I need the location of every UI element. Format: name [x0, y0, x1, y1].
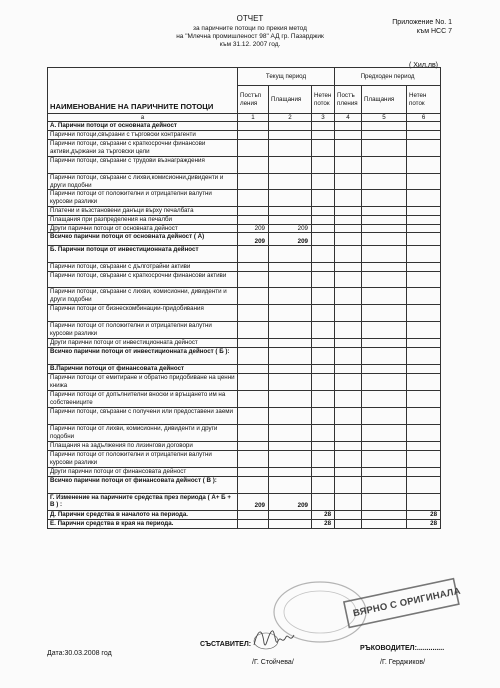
table-row: [48, 288, 441, 305]
cell-receipts-prev: [335, 468, 362, 476]
cell-receipts-prev: [335, 476, 362, 493]
cell-payments-prev: [362, 305, 407, 322]
cell-net-flow: [312, 339, 335, 348]
cell-receipts-prev: [335, 493, 362, 510]
column-header-receipts: Постъп ления: [238, 86, 269, 114]
cell-receipts: [238, 288, 269, 305]
signature-compiler: [248, 623, 298, 653]
cell-payments: [269, 519, 312, 528]
cell-payments: 209: [269, 493, 312, 510]
cell-net-flow-prev: [407, 365, 441, 374]
cell-payments: [269, 305, 312, 322]
cell-net-flow-prev: [407, 207, 441, 216]
cell-payments-prev: [362, 510, 407, 519]
table-row: [48, 322, 441, 339]
table-row: [48, 476, 441, 493]
cell-payments: [269, 207, 312, 216]
cell-receipts-prev: [335, 233, 362, 246]
cell-receipts-prev: [335, 365, 362, 374]
cell-receipts: [238, 442, 269, 451]
cell-receipts: [238, 425, 269, 442]
cell-receipts-prev: [335, 216, 362, 224]
row-label: Платени и възстановени данъци върху печалбата: [48, 207, 238, 216]
cell-receipts-prev: [335, 207, 362, 216]
row-label: Всичко парични потоци от основната дейност ( А): [48, 233, 238, 246]
cell-net-flow: [312, 140, 335, 157]
cell-payments-prev: [362, 207, 407, 216]
row-label: Парични потоци, свързани с получени или предоставени заеми: [48, 408, 238, 425]
cell-payments-prev: [362, 493, 407, 510]
table-row: [48, 408, 441, 425]
cell-net-flow: [312, 263, 335, 272]
row-label: Други парични потоци от инвестиционната дейност: [48, 339, 238, 348]
table-row: [48, 207, 441, 216]
appendix-label: [392, 18, 452, 36]
table-row: [48, 224, 441, 232]
cell-receipts: [238, 348, 269, 365]
cell-net-flow: [312, 468, 335, 476]
cell-payments-prev: [362, 190, 407, 207]
units-label: ( Хил.лв): [408, 62, 438, 69]
cell-net-flow-prev: [407, 263, 441, 272]
column-index: 1: [238, 114, 269, 122]
cell-payments-prev: [362, 131, 407, 140]
row-label: Е. Парични средства в края на периода.: [48, 519, 238, 528]
cell-net-flow-prev: [407, 131, 441, 140]
cell-payments: [269, 408, 312, 425]
cell-payments-prev: [362, 451, 407, 468]
row-label: Парични потоци, свързани с лихви,комисионни,дивиденти и други подобни: [48, 174, 238, 190]
cell-payments: [269, 510, 312, 519]
table-row: [48, 272, 441, 288]
column-index: 2: [269, 114, 312, 122]
column-index: а: [48, 114, 238, 122]
table-row: [48, 365, 441, 374]
cell-receipts-prev: [335, 425, 362, 442]
cell-net-flow-prev: [407, 288, 441, 305]
row-label: Парични потоци, свързани с трудови възнаграждения: [48, 157, 238, 174]
cell-net-flow: [312, 451, 335, 468]
cell-payments-prev: [362, 339, 407, 348]
cell-receipts-prev: [335, 510, 362, 519]
cell-net-flow: [312, 442, 335, 451]
cell-payments-prev: [362, 122, 407, 131]
row-label: Парични потоци, свързани с лихви, комисионни, дивиденти и други подобни: [48, 288, 238, 305]
cell-receipts: [238, 451, 269, 468]
table-row: [48, 140, 441, 157]
cell-receipts: [238, 140, 269, 157]
column-header-name: НАИМЕНОВАНИЕ НА ПАРИЧНИТЕ ПОТОЦИ: [48, 68, 238, 114]
cell-net-flow: [312, 365, 335, 374]
cell-net-flow-prev: [407, 391, 441, 408]
cell-net-flow: [312, 476, 335, 493]
row-label: Парични потоци от допълнителни вноски и връщането им на собствениците: [48, 391, 238, 408]
row-label: Д. Парични средства в началото на периода.: [48, 510, 238, 519]
cell-payments: [269, 174, 312, 190]
cell-payments: [269, 425, 312, 442]
cell-net-flow: [312, 131, 335, 140]
cell-receipts: [238, 157, 269, 174]
cell-net-flow-prev: [407, 374, 441, 391]
cell-receipts: [238, 305, 269, 322]
cell-net-flow: [312, 190, 335, 207]
cell-receipts-prev: [335, 305, 362, 322]
table-row: [48, 233, 441, 246]
row-label: Г. Изменение на паричните средства през периода ( А+ Б + В ) :: [48, 493, 238, 510]
cell-net-flow-prev: [407, 476, 441, 493]
row-label: Плащания на задължения по лизингови договори: [48, 442, 238, 451]
cell-receipts-prev: [335, 322, 362, 339]
table-row: [48, 510, 441, 519]
cell-payments-prev: [362, 468, 407, 476]
cell-receipts-prev: [335, 519, 362, 528]
cell-receipts: [238, 322, 269, 339]
table-row: [48, 374, 441, 391]
cell-payments: [269, 476, 312, 493]
column-header-payments-prev: Плащания: [362, 86, 407, 114]
cell-receipts-prev: [335, 131, 362, 140]
cell-net-flow-prev: [407, 216, 441, 224]
cell-receipts-prev: [335, 408, 362, 425]
table-row: [48, 493, 441, 510]
column-header-payments: Плащания: [269, 86, 312, 114]
table-row: [48, 174, 441, 190]
cell-receipts-prev: [335, 140, 362, 157]
row-label: Парични потоци от лихви, комисионни, дивиденти и други подобни: [48, 425, 238, 442]
cell-receipts: [238, 122, 269, 131]
table-row: [48, 131, 441, 140]
cell-net-flow-prev: [407, 408, 441, 425]
cell-payments: [269, 246, 312, 263]
compiler-label: СЪСТАВИТЕЛ:: [200, 641, 252, 648]
cell-receipts: [238, 131, 269, 140]
cell-payments-prev: [362, 365, 407, 374]
cell-receipts: [238, 263, 269, 272]
cell-payments: [269, 131, 312, 140]
cell-payments-prev: [362, 216, 407, 224]
cell-payments: 209: [269, 233, 312, 246]
cell-net-flow: [312, 425, 335, 442]
column-header-net-flow-prev: Нетен поток: [407, 86, 441, 114]
cell-net-flow-prev: [407, 425, 441, 442]
cell-receipts: [238, 476, 269, 493]
cell-net-flow: [312, 408, 335, 425]
cell-payments: [269, 288, 312, 305]
cell-payments-prev: [362, 233, 407, 246]
cell-net-flow: [312, 305, 335, 322]
cell-net-flow: [312, 224, 335, 232]
cell-payments-prev: [362, 140, 407, 157]
cell-receipts-prev: [335, 174, 362, 190]
cell-payments: 209: [269, 224, 312, 232]
cell-net-flow-prev: [407, 190, 441, 207]
cell-payments: [269, 365, 312, 374]
cell-payments: [269, 391, 312, 408]
column-header-previous-period: Предходен период: [335, 68, 441, 86]
cell-net-flow: [312, 493, 335, 510]
cell-net-flow-prev: [407, 348, 441, 365]
row-label: Парични потоци, свързани с дълготрайни активи: [48, 263, 238, 272]
cell-payments-prev: [362, 348, 407, 365]
cell-receipts: [238, 510, 269, 519]
cash-flow-rows: [48, 122, 441, 528]
cell-net-flow-prev: [407, 224, 441, 232]
cell-receipts: [238, 374, 269, 391]
cell-net-flow: [312, 216, 335, 224]
cell-payments: [269, 190, 312, 207]
cell-net-flow: [312, 348, 335, 365]
manager-name: /Г. Герджиков/: [380, 659, 426, 666]
row-label: А. Парични потоци от основната дейност: [48, 122, 238, 131]
cell-receipts-prev: [335, 246, 362, 263]
cell-receipts-prev: [335, 272, 362, 288]
cell-receipts-prev: [335, 391, 362, 408]
row-label: Парични потоци от положителни и отрицателни валутни курсови разлики: [48, 451, 238, 468]
cell-payments-prev: [362, 246, 407, 263]
cell-payments-prev: [362, 263, 407, 272]
column-index: 4: [335, 114, 362, 122]
cell-receipts: [238, 391, 269, 408]
cell-net-flow-prev: [407, 246, 441, 263]
cell-receipts: [238, 216, 269, 224]
report-subtitle: за паричните потоци по прекия метод: [193, 25, 307, 32]
cell-net-flow-prev: [407, 157, 441, 174]
row-label: Парични потоци от емитиране и обратно придобиване на ценни книжа: [48, 374, 238, 391]
column-header-current-period: Текущ период: [238, 68, 335, 86]
table-row: [48, 305, 441, 322]
cell-net-flow-prev: 28: [407, 510, 441, 519]
cell-net-flow-prev: [407, 233, 441, 246]
cell-receipts-prev: [335, 122, 362, 131]
cell-receipts: [238, 365, 269, 374]
cell-net-flow-prev: [407, 305, 441, 322]
cell-receipts: 209: [238, 493, 269, 510]
row-label: Парични потоци от положителни и отрицателни валутни курсови разлики: [48, 322, 238, 339]
cell-receipts: [238, 468, 269, 476]
row-label: Всичко парични потоци от инвестиционната дейност ( Б ):: [48, 348, 238, 365]
table-row: [48, 442, 441, 451]
cell-net-flow: [312, 391, 335, 408]
table-row: [48, 263, 441, 272]
cell-receipts-prev: [335, 224, 362, 232]
cell-net-flow-prev: [407, 122, 441, 131]
cell-net-flow: [312, 288, 335, 305]
cell-receipts-prev: [335, 374, 362, 391]
column-header-net-flow: Нетен поток: [312, 86, 335, 114]
cell-net-flow: [312, 207, 335, 216]
cell-net-flow: [312, 322, 335, 339]
cell-payments: [269, 468, 312, 476]
cell-receipts: [238, 408, 269, 425]
row-label: Парични потоци от бизнескомбинации-придобивания: [48, 305, 238, 322]
report-title: ОТЧЕТ: [236, 14, 264, 23]
cell-payments: [269, 348, 312, 365]
table-row: [48, 190, 441, 207]
cell-receipts-prev: [335, 451, 362, 468]
cell-receipts-prev: [335, 339, 362, 348]
cell-net-flow-prev: [407, 339, 441, 348]
cell-net-flow: [312, 233, 335, 246]
cell-net-flow-prev: [407, 451, 441, 468]
cell-receipts-prev: [335, 442, 362, 451]
cell-receipts: [238, 190, 269, 207]
cell-payments: [269, 140, 312, 157]
cell-payments: [269, 374, 312, 391]
table-row: [48, 157, 441, 174]
cell-payments: [269, 216, 312, 224]
column-header-receipts-prev: Постъ пления: [335, 86, 362, 114]
cell-payments-prev: [362, 442, 407, 451]
cell-payments: [269, 322, 312, 339]
cell-payments-prev: [362, 374, 407, 391]
row-label: Други парични потоци от финансовата дейност: [48, 468, 238, 476]
cell-receipts-prev: [335, 157, 362, 174]
cell-payments-prev: [362, 224, 407, 232]
table-row: [48, 391, 441, 408]
cell-payments: [269, 272, 312, 288]
manager-label: РЪКОВОДИТЕЛ:..............: [360, 645, 445, 652]
compiler-name: /Г. Стойчева/: [252, 659, 294, 666]
table-row: [48, 468, 441, 476]
cash-flow-table: [47, 67, 441, 529]
cell-payments-prev: [362, 322, 407, 339]
cell-net-flow: [312, 157, 335, 174]
cell-net-flow: [312, 174, 335, 190]
row-label: Парични потоци от положителни и отрицателни валутни курсови разлики: [48, 190, 238, 207]
row-label: В.Парични потоци от финансовата дейност: [48, 365, 238, 374]
cell-net-flow: [312, 122, 335, 131]
cell-net-flow-prev: [407, 174, 441, 190]
cell-receipts: [238, 519, 269, 528]
row-label: Парични потоци,свързани с търговски контрагенти: [48, 131, 238, 140]
column-index: 3: [312, 114, 335, 122]
accounting-standard: към НСС 7: [416, 28, 452, 35]
cell-net-flow-prev: [407, 493, 441, 510]
cell-net-flow: 28: [312, 519, 335, 528]
cell-payments: [269, 157, 312, 174]
cell-net-flow: [312, 272, 335, 288]
cell-net-flow-prev: [407, 140, 441, 157]
cell-net-flow-prev: 28: [407, 519, 441, 528]
table-row: [48, 246, 441, 263]
cell-payments-prev: [362, 476, 407, 493]
row-label: Б. Парични потоци от инвестиционната дейност: [48, 246, 238, 263]
table-row: [48, 451, 441, 468]
cell-payments-prev: [362, 272, 407, 288]
cell-net-flow-prev: [407, 442, 441, 451]
cell-receipts-prev: [335, 348, 362, 365]
cell-payments-prev: [362, 174, 407, 190]
cell-payments-prev: [362, 391, 407, 408]
cell-net-flow-prev: [407, 322, 441, 339]
cell-payments-prev: [362, 519, 407, 528]
column-index: 5: [362, 114, 407, 122]
row-label: Парични потоци, свързани с краткосрочни финансови активи: [48, 272, 238, 288]
cell-receipts: [238, 272, 269, 288]
table-row: [48, 339, 441, 348]
report-date: Дата:30.03.2008 год: [47, 650, 112, 657]
cell-receipts: [238, 174, 269, 190]
cell-receipts: 209: [238, 224, 269, 232]
cell-payments: [269, 442, 312, 451]
column-index: 6: [407, 114, 441, 122]
cell-net-flow: 28: [312, 510, 335, 519]
table-row: [48, 122, 441, 131]
cell-receipts: [238, 339, 269, 348]
cell-payments-prev: [362, 408, 407, 425]
cell-receipts: 209: [238, 233, 269, 246]
table-row: [48, 425, 441, 442]
appendix-number: Приложение No. 1: [392, 19, 452, 26]
cell-net-flow: [312, 374, 335, 391]
cell-receipts-prev: [335, 190, 362, 207]
cell-payments-prev: [362, 425, 407, 442]
report-date-line: към 31.12. 2007 год.: [219, 41, 281, 48]
cell-receipts-prev: [335, 288, 362, 305]
cell-receipts-prev: [335, 263, 362, 272]
table-row: [48, 348, 441, 365]
stamp-text: ВЯРНО С ОРИГИНАЛА: [352, 585, 462, 620]
cell-payments-prev: [362, 288, 407, 305]
cell-payments: [269, 339, 312, 348]
cell-receipts: [238, 246, 269, 263]
row-label: Парични потоци, свързани с краткосрочни финансови активи,държани за търговски цели: [48, 140, 238, 157]
row-label: Всичко парични потоци от финансовата дейност ( В ):: [48, 476, 238, 493]
cell-payments: [269, 451, 312, 468]
cell-receipts: [238, 207, 269, 216]
cell-net-flow-prev: [407, 468, 441, 476]
cell-payments: [269, 263, 312, 272]
cell-payments: [269, 122, 312, 131]
cell-net-flow: [312, 246, 335, 263]
company-line: на "Млечна промишленост 98" АД гр. Пазарджик: [176, 33, 324, 40]
row-label: Плащания при разпределения на печалби: [48, 216, 238, 224]
cell-net-flow-prev: [407, 272, 441, 288]
row-label: Други парични потоци от основната дейност: [48, 224, 238, 232]
table-row: [48, 216, 441, 224]
cell-payments-prev: [362, 157, 407, 174]
table-row: [48, 519, 441, 528]
